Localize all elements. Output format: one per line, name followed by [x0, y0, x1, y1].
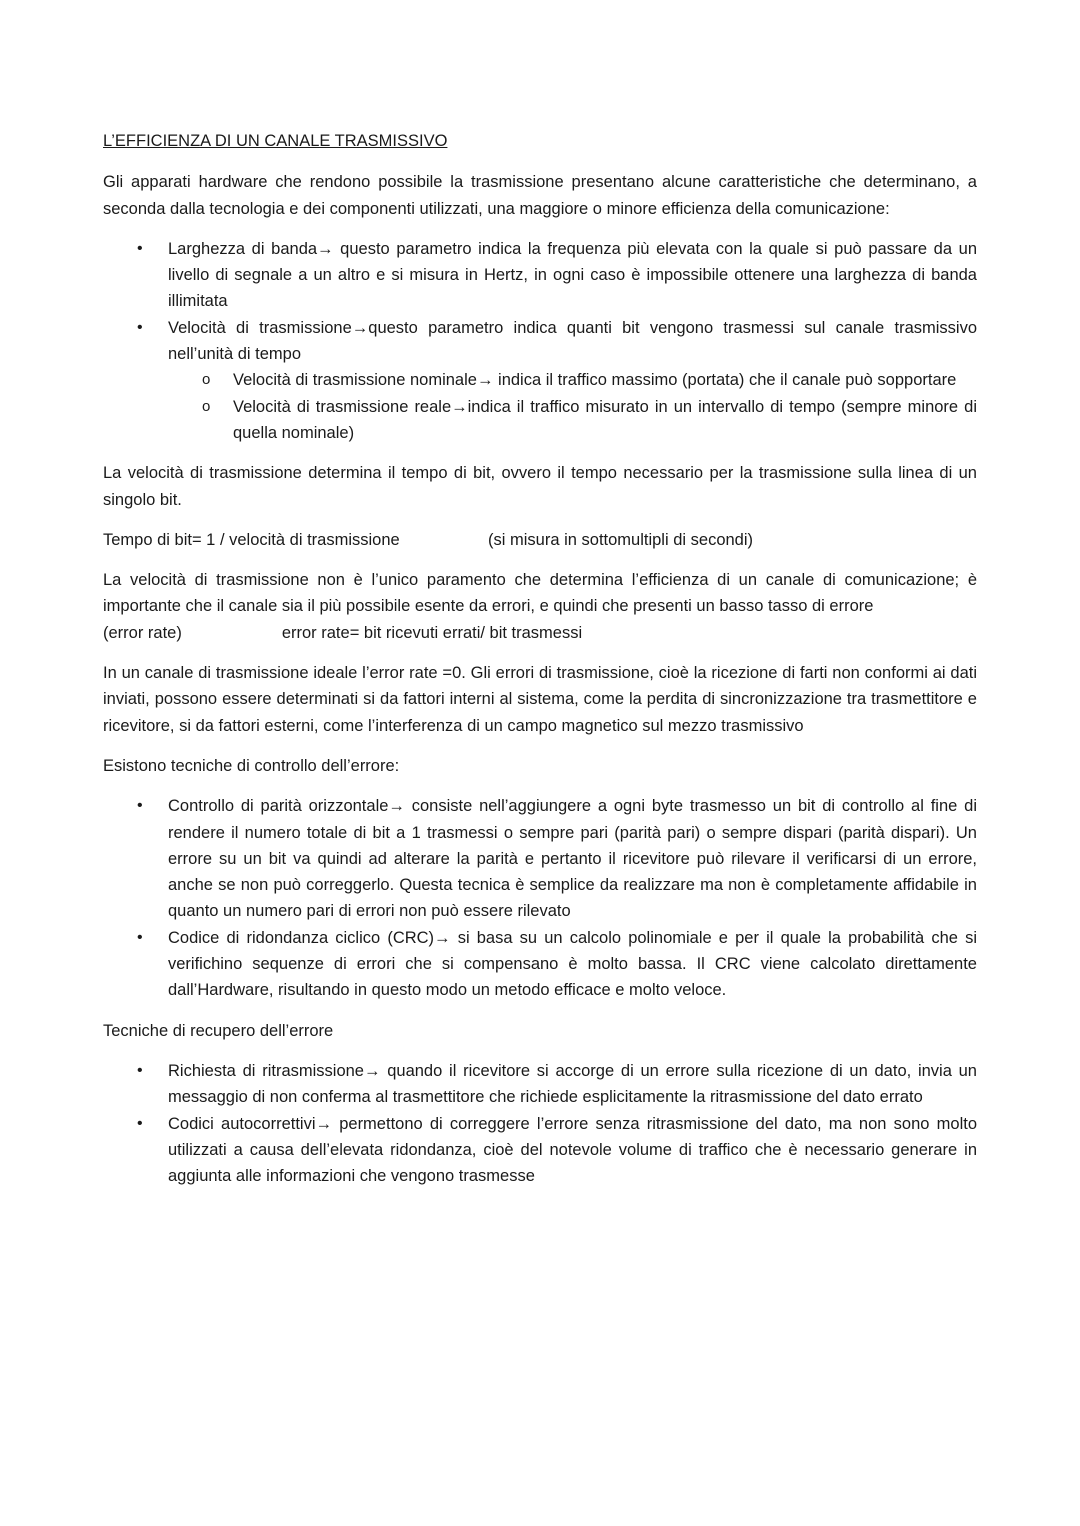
sublist-item-text: Velocità di trasmissione reale→indica il traffico misurato in un intervallo di tempo (sempre minore di quella nominale)	[233, 397, 977, 442]
formula-note: (si misura in sottomultipli di secondi)	[488, 530, 754, 549]
list-item-text: Codici autocorrettivi→ permettono di correggere l’errore senza ritrasmissione del dato, ma non sono molto utilizzati a causa dell’elevata ridondanza, cioè del notevole volume di traffico che è necessario generare in aggiunta alle informazioni che vengono trasmesse	[168, 1114, 977, 1186]
error-rate-formula: error rate= bit ricevuti errati/ bit trasmessi	[281, 623, 583, 642]
list-item-text: Codice di ridondanza ciclico (CRC)→ si basa su un calcolo polinomiale e per il quale la probabilità che si verifichino sequenze di errori che si compensano è molto bassa. Il CRC viene calcolato direttamente dall’Hardware, risultando in questo modo un metodo efficace e molto veloce.	[168, 928, 977, 1000]
list-item	[103, 236, 977, 315]
bullet-icon: •	[137, 239, 143, 257]
error-rate-paragraph	[103, 567, 977, 646]
circle-bullet-icon: o	[202, 397, 211, 415]
bullet-icon: •	[137, 928, 143, 946]
list-item-text: Velocità di trasmissione→questo parametro indica quanti bit vengono trasmessi sul canale trasmissivo nell’unità di tempo	[168, 318, 977, 364]
list-item	[103, 1058, 977, 1111]
circle-bullet-icon: o	[202, 371, 211, 389]
list-item	[103, 925, 977, 1004]
list-item	[103, 793, 977, 924]
control-techniques-list	[103, 793, 977, 1003]
list-item	[103, 1111, 977, 1190]
characteristics-list	[103, 236, 977, 446]
bullet-icon: •	[137, 1114, 143, 1132]
list-item-text: Richiesta di ritrasmissione→ quando il ricevitore si accorge di un errore sulla ricezione di un dato, invia un messaggio di non conferma al trasmettitore che richiede esplicitamente la ritrasmissione del dato errato	[168, 1061, 977, 1107]
formula-text: Tempo di bit= 1 / velocità di trasmissione	[103, 530, 400, 549]
intro-paragraph: Gli apparati hardware che rendono possibile la trasmissione presentano alcune caratteristiche che determinano, a seconda dalla tecnologia e dei componenti utilizzati, una maggiore o minore efficienza della comunicazione:	[103, 173, 977, 218]
error-paragraph-text: La velocità di trasmissione non è l’unico paramento che determina l’efficienza di un canale di comunicazione; è importante che il canale sia il più possibile esente da errori, e quindi che presenti un basso tasso di errore	[103, 571, 977, 616]
sublist-item	[168, 394, 977, 447]
document-title: L’EFFICIENZA DI UN CANALE TRASMISSIVO	[103, 132, 448, 150]
sublist-item-text: Velocità di trasmissione nominale→ indica il traffico massimo (portata) che il canale può sopportare	[233, 371, 957, 390]
control-heading: Esistono tecniche di controllo dell’errore:	[103, 756, 400, 775]
list-item-text: Controllo di parità orizzontale→ consiste nell’aggiungere a ogni byte trasmesso un bit di controllo al fine di rendere il numero totale di bit a 1 trasmessi o sempre pari (parità pari) o sempre dispari (parità dispari). Un errore su un bit va quindi ad alterare la parità e pertanto il ricevitore può rilevare il verificarsi di un errore, anche se non può correggerlo. Questa tecnica è semplice da realizzare ma non è completamente affidabile in quanto un numero pari di errori non può essere rilevato	[168, 797, 977, 921]
list-item	[103, 315, 977, 446]
recovery-heading: Tecniche di recupero dell’errore	[103, 1021, 334, 1040]
bullet-icon: •	[137, 318, 143, 336]
bullet-icon: •	[137, 1061, 143, 1079]
ideal-channel-paragraph: In un canale di trasmissione ideale l’error rate =0. Gli errori di trasmissione, cioè la ricezione di farti non conformi ai dati inviati, possono essere determinati si da fattori interni al sistema, come la perdita di sincronizzazione tra trasmettitore e ricevitore, si da fattori esterni, come l’interferenza di un campo magnetico sul mezzo trasmissivo	[103, 664, 977, 735]
document-page	[103, 128, 977, 1203]
bit-time-paragraph: La velocità di trasmissione determina il tempo di bit, ovvero il tempo necessario per la trasmissione sulla linea di un singolo bit.	[103, 464, 977, 509]
bullet-icon: •	[137, 797, 143, 815]
bit-time-formula	[103, 527, 977, 553]
error-rate-label: (error rate)	[103, 623, 182, 642]
recovery-techniques-list	[103, 1058, 977, 1189]
list-item-text: Larghezza di banda→ questo parametro indica la frequenza più elevata con la quale si può passare da un livello di segnale a un altro e si misura in Hertz, in ogni caso è impossibile ottenere una larghezza di banda illimitata	[168, 239, 977, 311]
speed-sublist	[168, 367, 977, 446]
sublist-item	[168, 367, 977, 393]
